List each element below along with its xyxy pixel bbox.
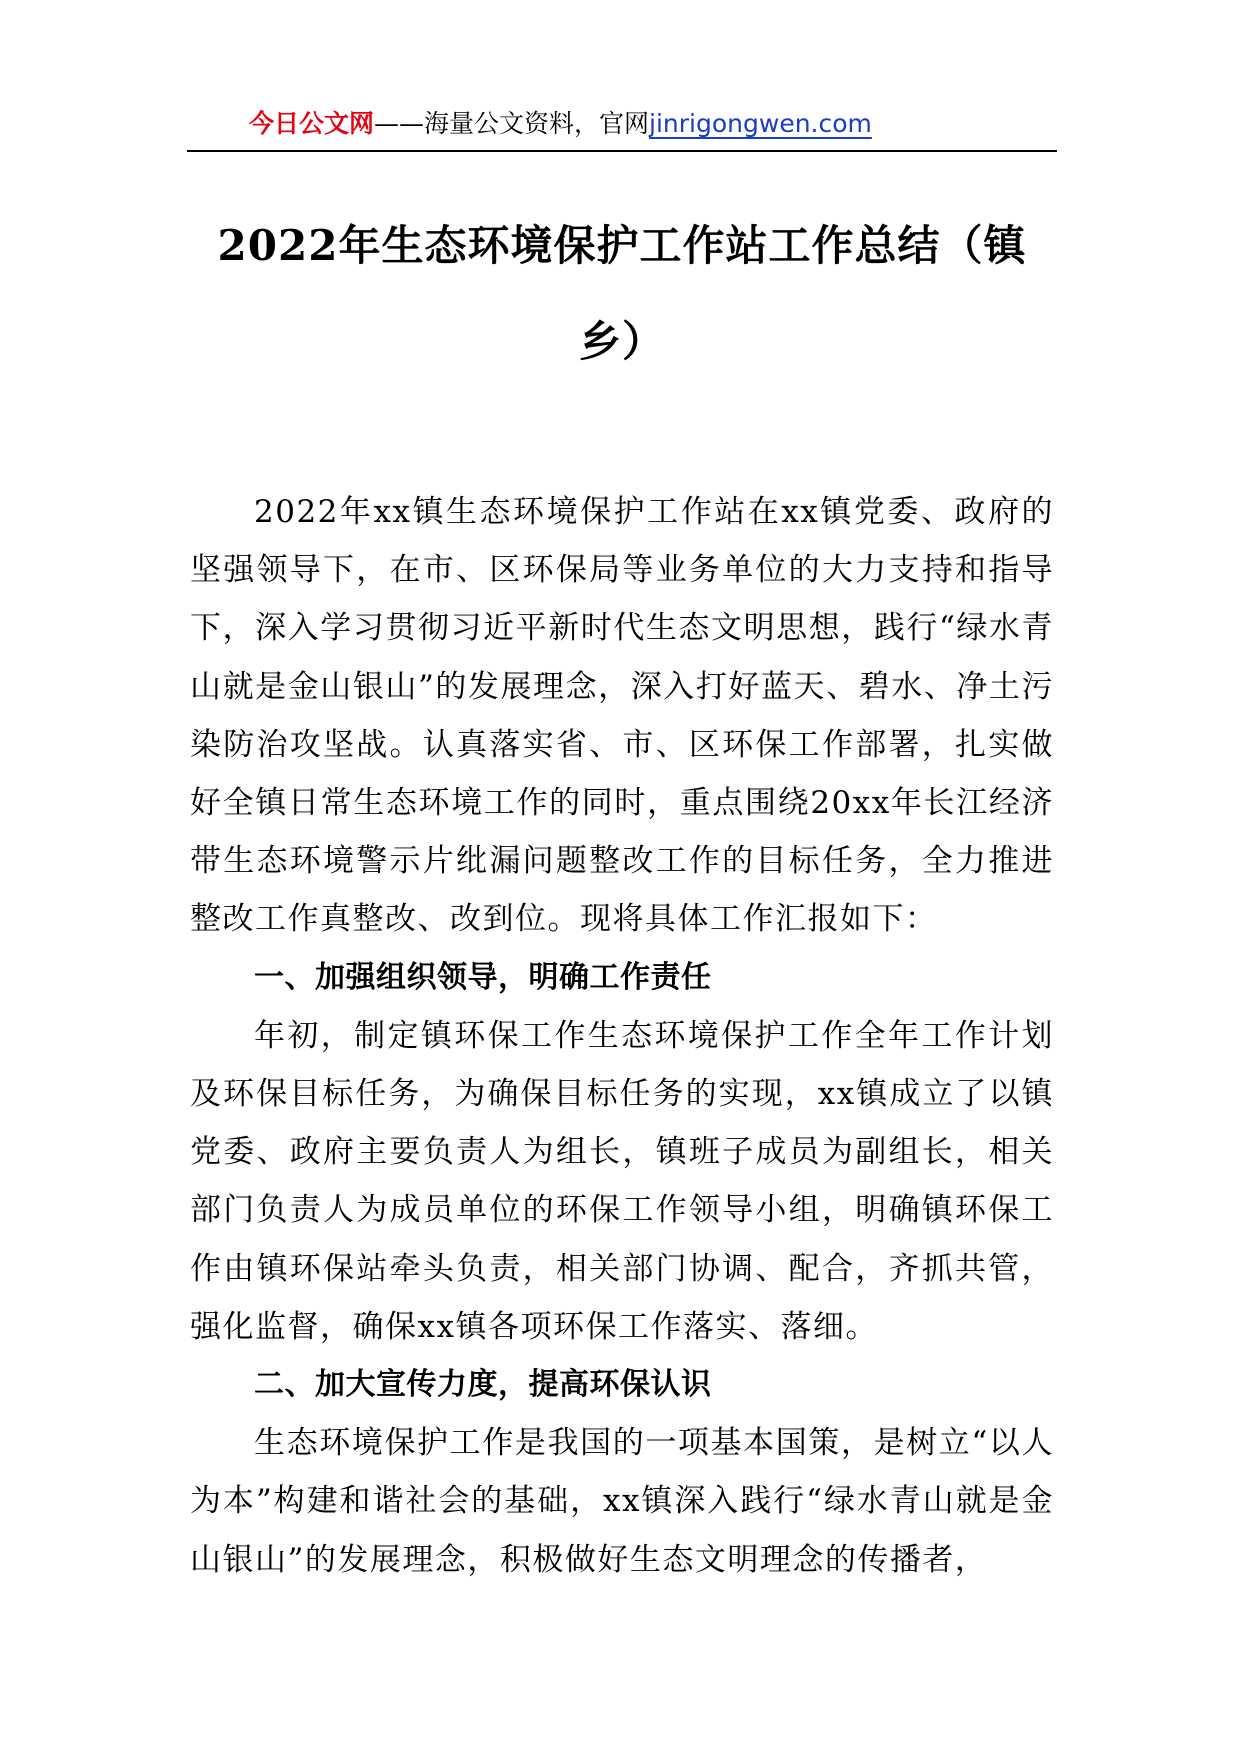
website-link[interactable]: jinrigongwen.com: [649, 109, 872, 138]
section-body-2: 生态环境保护工作是我国的一项基本国策，是树立“以人为本”构建和谐社会的基础，xx镇深入践行“绿水青山就是金山银山”的发展理念，积极做好生态文明理念的传播者，: [190, 1425, 1054, 1578]
document-title: 2022年生态环境保护工作站工作总结（镇乡）: [217, 221, 1027, 366]
section-heading-1: 一、加强组织领导，明确工作责任: [254, 959, 712, 995]
header-line: [249, 108, 872, 140]
document-body: [190, 483, 1054, 1589]
page-header: [187, 98, 1057, 152]
section-heading-2: 二、加大宣传力度，提高环保认识: [254, 1367, 712, 1403]
intro-paragraph: 2022年xx镇生态环境保护工作站在xx镇党委、政府的坚强领导下，在市、区环保局等业务单位的大力支持和指导下，深入学习贯彻习近平新时代生态文明思想，践行“绿水青山就是金山银山”的发展理念，深入打好蓝天、碧水、净土污染防治攻坚战。认真落实省、市、区环保工作部署，扎实做好全镇日常生态环境工作的同时，重点围绕20xx年长江经济带生态环境警示片纰漏问题整改工作的目标任务，全力推进整改工作真整改、改到位。现将具体工作汇报如下：: [190, 494, 1054, 938]
brand-name: 今日公文网: [249, 109, 375, 138]
section-body-1: 年初，制定镇环保工作生态环境保护工作全年工作计划及环保目标任务，为确保目标任务的实现，xx镇成立了以镇党委、政府主要负责人为组长，镇班子成员为副组长，相关部门负责人为成员单位的环保工作领导小组，明确镇环保工作由镇环保站牵头负责，相关部门协调、配合，齐抓共管，强化监督，确保xx镇各项环保工作落实、落细。: [190, 1017, 1054, 1345]
header-tagline: ——海量公文资料，官网: [374, 109, 650, 138]
